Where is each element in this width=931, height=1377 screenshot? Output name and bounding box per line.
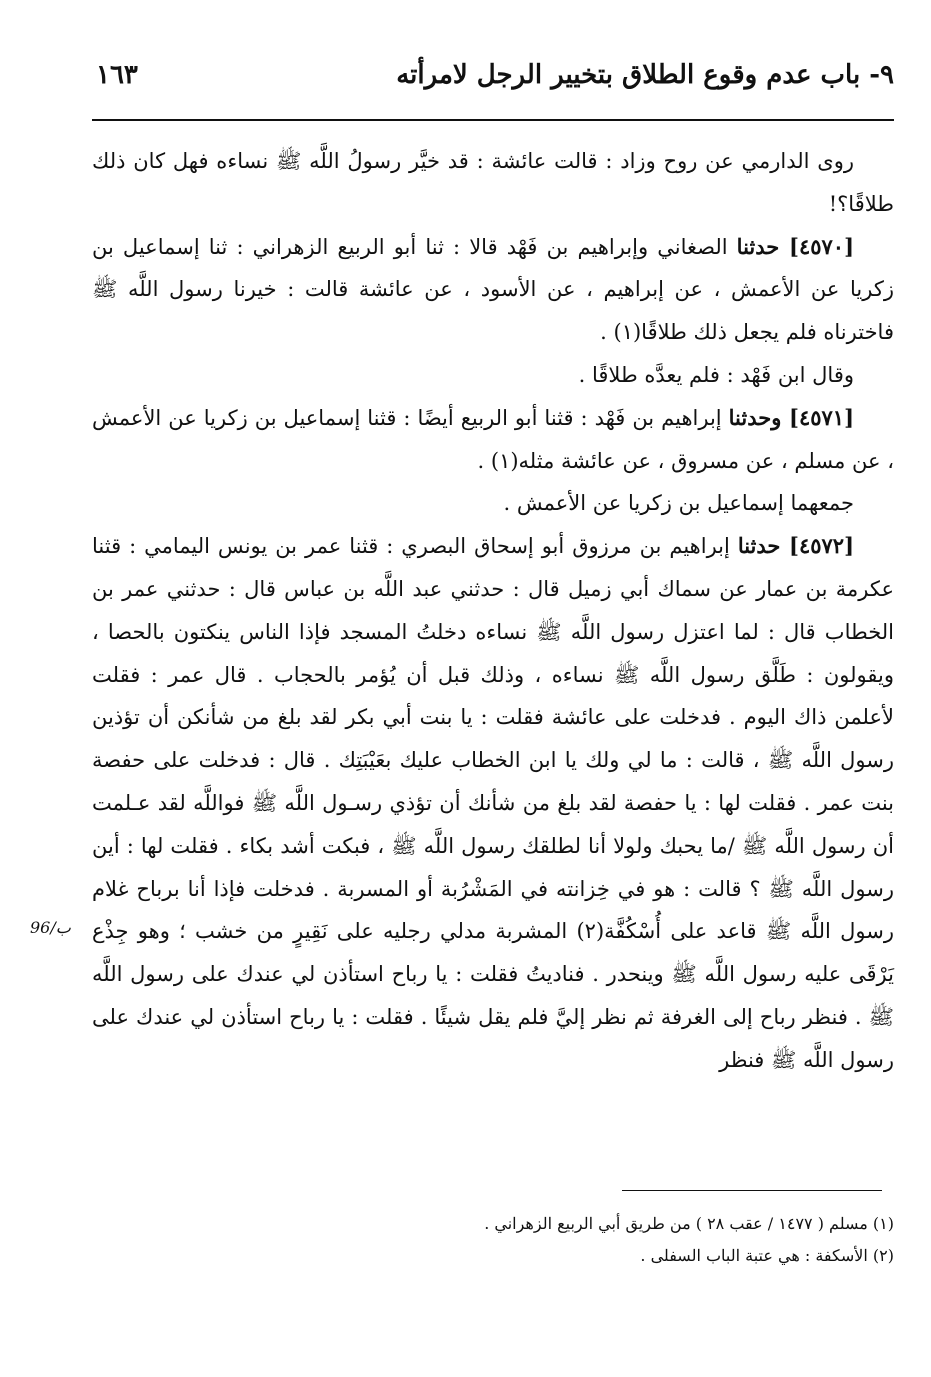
chapter-title: ٩- باب عدم وقوع الطلاق بتخيير الرجل لامرأته [396,60,894,90]
hadith-text: إبراهيم بن مرزوق أبو إسحاق البصري : قثنا عمر بن يونس اليمامي : قثنا عكرمة بن عمار عن سماك أبي زميل قال : حدثني عبد اللَّه بن عباس قال : حدثني عمر بن الخطاب قال : لما اعتزل رسول اللَّه ﷺ نساءه دخلتُ المسجد فإذا الناس ينكتون بالحصا ، ويقولون : طَلَّق رسول اللَّه ﷺ نساءه ، وذلك قبل أن يُؤمر بالحجاب . قال عمر : فقلت لأعلمن ذاك اليوم . فدخلت على عائشة فقلت : يا بنت أبي بكر لقد بلغ من شأنكن أن تؤذين رسول اللَّه ﷺ ، قالت : ما لي ولك يا ابن الخطاب عليك بعَيْبَتِك . قال : فدخلت على حفصة بنت عمر . فقلت لها : يا حفصة لقد بلغ من شأنك أن تؤذي رسـول اللَّه ﷺ فواللَّه لقد عـلمت أن رسول اللَّه ﷺ /ما يحبك ولولا أنا لطلقك رسول اللَّه ﷺ ، فبكت أشد بكاء . فقلت لها : أين رسول اللَّه ﷺ ؟ قالت : هو في خِزانته في المَشْرُبة أو المسربة . فدخلت فإذا أنا برباح غلام رسول اللَّه ﷺ قاعد على أُسْكُفَّة(٢) المشربة مدلي رجليه على نَقِيرٍ من خشب ؛ وهو جِذْع يَرْقَى عليه رسول اللَّه ﷺ وينحدر . فناديتُ فقلت : يا رباح استأذن لي عندك على رسول اللَّه ﷺ . فنظر رباح إلى الغرفة ثم نظر إليَّ فلم يقل شيئًا . فقلت : يا رباح استأذن لي عندك على رسول اللَّه ﷺ فنظر [92,534,894,1072]
paragraph-darimi [92,140,894,226]
manuscript-folio-note: 96/ب [30,918,71,937]
paragraph-text: وقال ابن فَهْد : فلم يعدَّه طلاقًا . [578,362,854,387]
hadith-text: إبراهيم بن فَهْد : قثنا أبو الربيع أيضًا : قثنا إسماعيل بن زكريا عن الأعمش ، عن مسلم ، عن مسروق ، عن عائشة مثله(١) . [92,405,894,473]
hadith-number: [٤٥٧٠] حدثنا [736,233,854,259]
hadith-number: [٤٥٧٢] حدثنا [737,533,854,559]
footnote-divider [622,1190,882,1191]
main-text [92,140,894,1082]
paragraph-text: جمعهما إسماعيل بن زكريا عن الأعمش . [503,491,854,516]
header-divider [92,119,894,121]
paragraph-ibn-fahd [92,354,894,397]
footnote-2: (٢) الأسكفة : هي عتبة الباب السفلى . [640,1246,894,1265]
page-header [92,52,894,108]
paragraph-jamaahuma [92,482,894,525]
hadith-4572 [92,525,894,1081]
hadith-number: [٤٥٧١] وحدثنا [728,404,854,430]
paragraph-text: روى الدارمي عن روح وزاد : قالت عائشة : قد خيَّر رسولُ اللَّه ﷺ نساءه فهل كان ذلك طلاقًا؟! [92,149,894,216]
footnotes [92,1208,894,1272]
footnote-1: (١) مسلم ( ١٤٧٧ / عقب ٢٨ ) من طريق أبي الربيع الزهراني . [484,1214,894,1233]
hadith-4571 [92,397,894,483]
page-number: ١٦٣ [96,60,138,90]
hadith-4570 [92,226,894,354]
hadith-text: الصغاني وإبراهيم بن فَهْد قالا : ثنا أبو الربيع الزهراني : ثنا إسماعيل بن زكريا عن الأعمش ، عن إبراهيم ، عن الأسود ، عن عائشة قالت : خيرنا رسول اللَّه ﷺ فاخترناه فلم يجعل ذلك طلاقًا(١) . [92,234,894,345]
